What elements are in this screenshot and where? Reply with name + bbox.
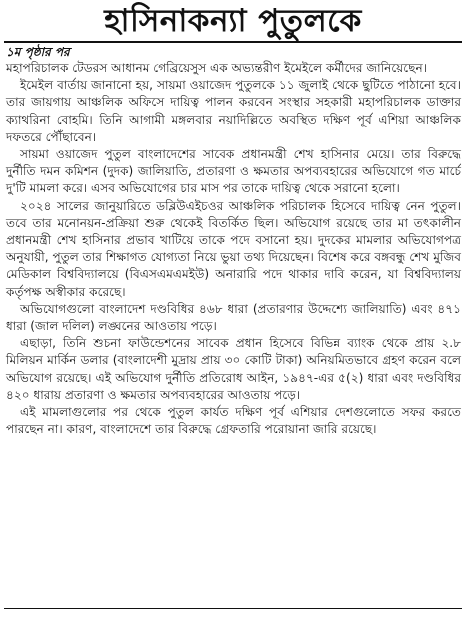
article-body: [6, 60, 461, 438]
paragraph: এই মামলাগুলোর পর থেকে পুতুল কার্যত দক্ষিণ পূর্ব এশিয়ার দেশগুলোতে সফর করতে পারছেন না। কারণ, বাংলাদেশে তার বিরুদ্ধে গ্রেফতারি পরোয়ানা জারি রয়েছে।: [6, 405, 461, 437]
paragraph: এছাড়া, তিনি শুচনা ফাউন্ডেশনের সাবেক প্রধান হিসেবে বিভিন্ন ব্যাংক থেকে প্রায় ২.৮ মিলিয়ন মার্কিন ডলার (বাংলাদেশী মুদ্রায় প্রায় ৩০ কোটি টাকা) অনিয়মিতভাবে গ্রহণ করেন বলে অভিযোগ রয়েছে। এই অভিযোগ দুর্নীতি প্রতিরোধ আইন, ১৯৪৭-এর ৫(২) ধারা এবং দণ্ডবিধির ৪২০ ধারায় প্রতারণা ও ক্ষমতার অপব্যবহারের আওতায় পড়ে।: [6, 336, 461, 402]
headline: হাসিনাকন্যা পুতুলকে: [104, 3, 362, 39]
paragraph: ২০২৪ সালের জানুয়ারিতে ডব্লিউএইচওর আঞ্চলিক পরিচালক হিসেবে দায়িত্ব নেন পুতুল। তবে তার মনোনয়ন-প্রক্রিয়া শুরু থেকেই বিতর্কিত ছিল। অভিযোগ রয়েছে তার মা তৎকালীন প্রধানমন্ত্রী শেখ হাসিনার প্রভাব খাটিয়ে তাকে পদে বসানো হয়। দুদকের মামলার অভিযোগপত্র অনুযায়ী, পুতুল তার শিক্ষাগত যোগ্যতা নিয়ে ভুয়া তথ্য দিয়েছেন। বিশেষ করে বঙ্গবন্ধু শেখ মুজিব মেডিকাল বিশ্ববিদ্যালয়ে (বিএসএমএমইউ) অনারারি পদে থাকার দাবি করেন, যা বিশ্ববিদ্যালয় কর্তৃপক্ষ অস্বীকার করেছে।: [6, 198, 461, 299]
paragraph: মহাপরিচালক টেডরস আধানম গেব্রিয়েসুস এক অভ্যন্তরীণ ইমেইলে কর্মীদের জানিয়েছেন।: [6, 61, 428, 75]
bottom-rule: [4, 608, 462, 609]
headline-rule: [4, 41, 462, 43]
paragraph: ইমেইল বার্তায় জানানো হয়, সায়মা ওয়াজেদ পুতুলকে ১১ জুলাই থেকে ছুটিতে পাঠানো হবে। তার জায়গায় আঞ্চলিক অফিসে দায়িত্ব পালন করবেন সংস্থার সহকারী মহাপরিচালক ডাক্তার ক্যাথরিনা বোহমি। তিনি আগামী মঙ্গলবার নয়াদিল্লিতে অবস্থিত দক্ষিণ পূর্ব এশিয়া আঞ্চলিক দফতরে পৌঁছাবেন।: [6, 78, 461, 144]
paragraph: অভিযোগগুলো বাংলাদেশ দণ্ডবিধির ৪৬৮ ধারা (প্রতারণার উদ্দেশ্যে জালিয়াতি) এবং ৪৭১ ধারা (জাল দলিল) লঙ্ঘনের আওতায় পড়ে।: [6, 301, 461, 334]
continued-from-label: ১ম পৃষ্ঠার পর: [6, 45, 70, 59]
paragraph: সায়মা ওয়াজেদ পুতুল বাংলাদেশের সাবেক প্রধানমন্ত্রী শেখ হাসিনার মেয়ে। তার বিরুদ্ধে দুর্নীতি দমন কমিশন (দুদক) জালিয়াতি, প্রতারণা ও ক্ষমতার অপব্যবহারের অভিযোগে গত মার্চে দু'টি মামলা করে। এসব অভিযোগের চার মাস পর তাকে দায়িত্ব থেকে সরানো হলো।: [6, 147, 461, 196]
